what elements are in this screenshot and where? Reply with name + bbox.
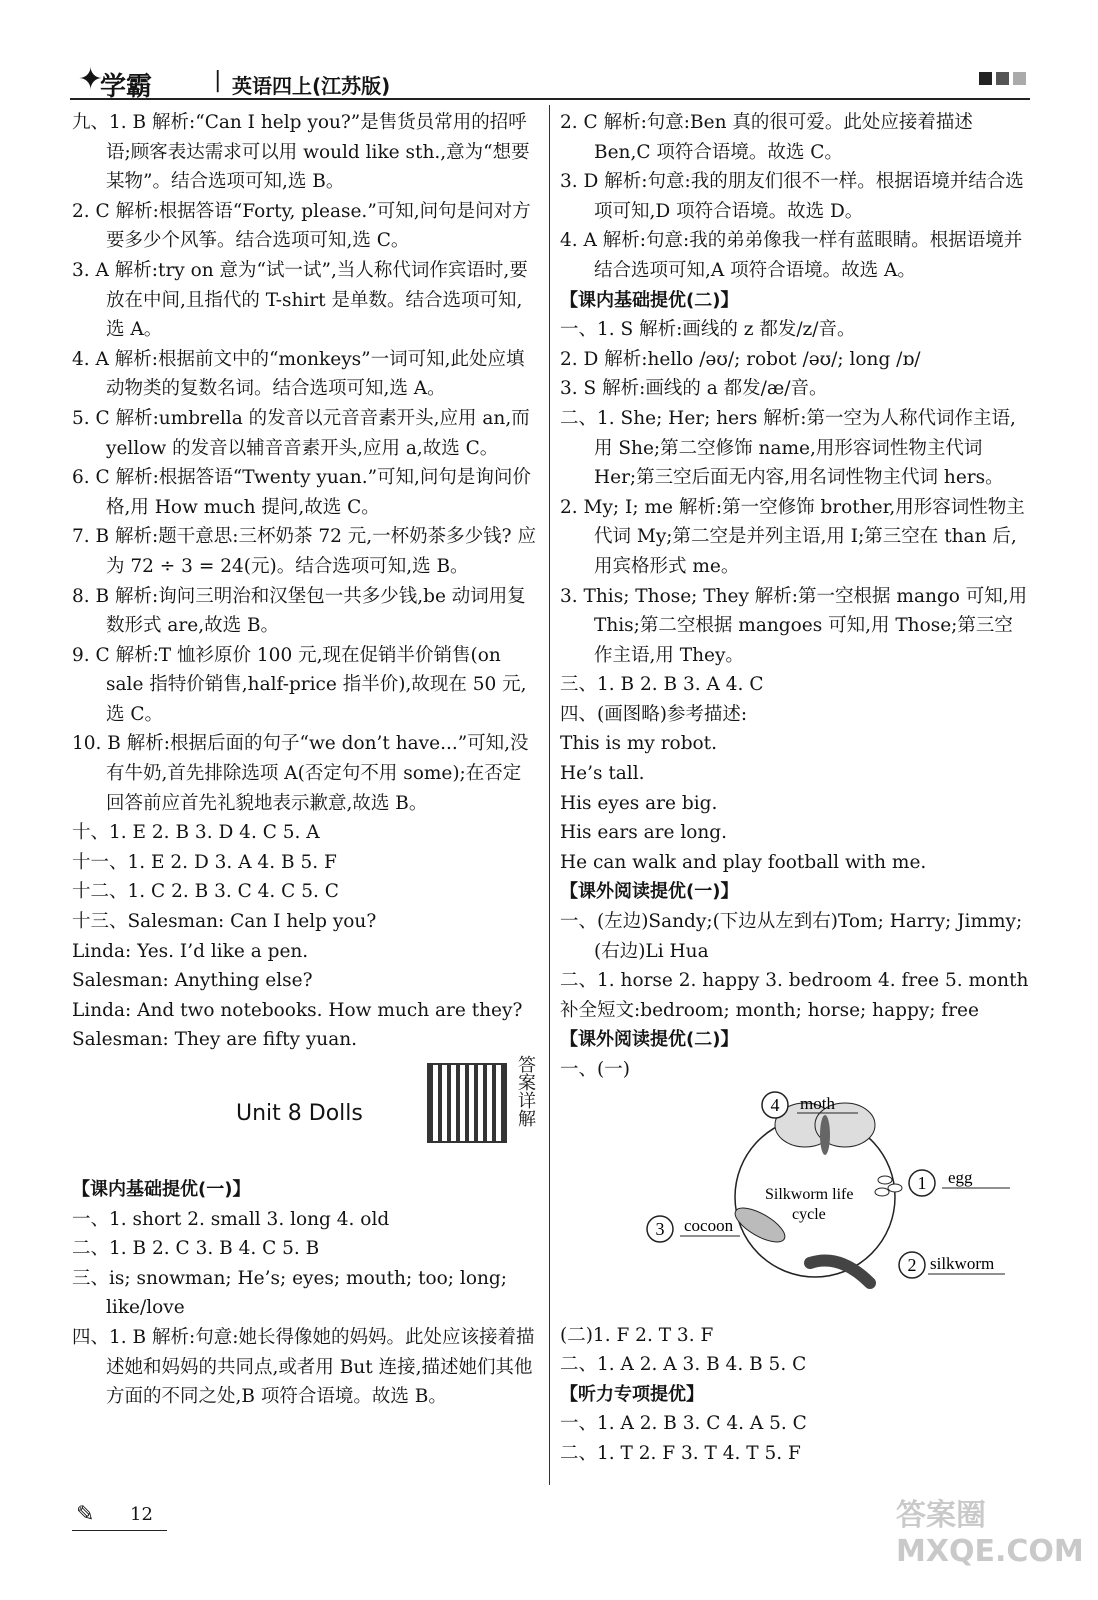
answer-line: 一、(一) (560, 1059, 630, 1080)
answer-line: 三、1. B 2. B 3. A 4. C (560, 674, 764, 696)
section-heading: 【听力专项提优】 (560, 1383, 704, 1405)
answer-line: 二、1. A 2. A 3. B 4. B 5. C (560, 1354, 807, 1376)
stage-cocoon-number: 3 (655, 1218, 665, 1239)
answer-line: 补全短文:bedroom; month; horse; happy; free (560, 999, 979, 1021)
answer-line: 2. My; I; me 解析:第一空修饰 brother,用形容词性物主代词 My;第二空是并列主语,用 I;第三空在 than 后,用宾格形式 me。 (560, 496, 1025, 577)
silkworm-icon (810, 1260, 870, 1283)
answer-line: 3. This; Those; They 解析:第一空根据 mango 可知,用 This;第二空根据 mangoes 可知,用 Those;第三空作主语,用 They。 (560, 585, 1028, 666)
answer-line: 四、1. B 解析:句意:她长得像她的妈妈。此处应该接着描述她和妈妈的共同点,或者用 But 连接,描述她们其他方面的不同之处,B 项符合语境。故选 B。 (72, 1326, 535, 1408)
diagram-center-label-2: cycle (792, 1205, 826, 1223)
answer-line: 一、1. A 2. B 3. C 4. A 5. C (560, 1413, 807, 1435)
answer-line: 十三、Salesman: Can I help you? (72, 911, 377, 933)
watermark: 答案圈 MXQE.COM (896, 1498, 1084, 1569)
answer-line: 一、1. short 2. small 3. long 4. old (72, 1208, 390, 1230)
section-heading: 【课外阅读提优(二)】 (560, 1029, 739, 1051)
answer-line: Salesman: They are fifty yuan. (72, 1029, 358, 1051)
answer-line: He’s tall. (560, 763, 645, 785)
answer-line: 二、1. B 2. C 3. B 4. C 5. B (72, 1238, 320, 1260)
stage-moth-number: 4 (770, 1094, 780, 1115)
silkworm-life-cycle-diagram (560, 1085, 1030, 1321)
answer-line: 2. C 解析:句意:Ben 真的很可爱。此处应接着描述 Ben,C 项符合语境。故选 C。 (560, 112, 973, 163)
answer-line: 4. A 解析:根据前文中的“monkeys”一词可知,此处应填动物类的复数名词。结合选项可知,选 A。 (72, 348, 525, 400)
answer-line: 2. D 解析:hello /əʊ/; robot /əʊ/; long /ɒ/ (560, 348, 921, 370)
answer-line: 4. A 解析:句意:我的弟弟像我一样有蓝眼睛。根据语境并结合选项可知,A 项符合语境。故选 A。 (560, 230, 1023, 281)
answer-line: 6. C 解析:根据答语“Twenty yuan.”可知,问句是询问价格,用 How much 提问,故选 C。 (72, 467, 531, 518)
answer-line: 二、1. She; Her; hers 解析:第一空为人称代词作主语,用 She;第二空修饰 name,用形容词性物主代词 Her;第三空后面无内容,用名词性物主代词 hers。 (560, 407, 1016, 489)
book-title: 英语四上(江苏版) (232, 74, 391, 98)
stage-egg-number: 1 (917, 1172, 927, 1193)
answer-line: 三、is; snowman; He’s; eyes; mouth; too; long; like/love (72, 1267, 507, 1319)
stage-egg-label: egg (948, 1167, 973, 1187)
page-header (70, 62, 1030, 100)
answer-line: 3. S 解析:画线的 a 都发/æ/音。 (560, 378, 828, 400)
answer-line: 二、1. horse 2. happy 3. bedroom 4. free 5. month (560, 970, 1029, 992)
section-heading: 【课内基础提优(一)】 (72, 1179, 251, 1200)
answer-line: 5. C 解析:umbrella 的发音以元音音素开头,应用 an,而 yellow 的发音以辅音音素开头,应用 a,故选 C。 (72, 407, 530, 459)
header-decoration (979, 72, 1026, 85)
stage-moth-label: moth (800, 1093, 835, 1113)
answer-line: 9. C 解析:T 恤衫原价 100 元,现在促销半价销售(on sale 指特价销售,half-price 指半价),故现在 50 元,选 C。 (72, 644, 527, 725)
qr-code-icon[interactable] (427, 1063, 507, 1143)
answer-line: 7. B 解析:题干意思:三杯奶茶 72 元,一杯奶茶多少钱? 应为 72 ÷ 3 = 24(元)。结合选项可知,选 B。 (72, 526, 536, 577)
answer-line: Salesman: Anything else? (72, 970, 313, 992)
answer-line: He can walk and play football with me. (560, 851, 927, 873)
answer-line: 二、1. T 2. F 3. T 4. T 5. F (560, 1442, 801, 1464)
answer-line: (二)1. F 2. T 3. F (560, 1324, 714, 1346)
section-heading: 【课外阅读提优(一)】 (560, 881, 739, 903)
answer-line: 3. A 解析:try on 意为“试一试”,当人称代词作宾语时,要放在中间,且指代的 T-shirt 是单数。结合选项可知,选 A。 (72, 259, 528, 341)
logo-icon: ✦ (78, 62, 104, 97)
answer-line: His eyes are big. (560, 792, 718, 814)
page-footer (72, 1500, 167, 1531)
qr-label: 答案详解 (515, 1055, 536, 1127)
cocoon-icon (730, 1201, 789, 1248)
stage-silkworm-number: 2 (907, 1254, 917, 1275)
stage-cocoon-label: cocoon (684, 1215, 734, 1235)
answer-line: This is my robot. (560, 733, 717, 755)
right-column (560, 108, 1030, 1469)
unit-heading (72, 1055, 538, 1175)
answer-line: 10. B 解析:根据后面的句子“we don’t have...”可知,没有牛奶,首先排除选项 A(否定句不用 some);在否定回答前应首先礼貌地表示歉意,故选 B。 (72, 733, 529, 814)
section-heading: 【课内基础提优(二)】 (560, 289, 739, 311)
column-divider (549, 105, 550, 1485)
answer-line: His ears are long. (560, 822, 728, 844)
page-number: 12 (130, 1504, 153, 1525)
answer-line: Linda: And two notebooks. How much are they? (72, 999, 523, 1021)
answer-line: 十、1. E 2. B 3. D 4. C 5. A (72, 822, 320, 844)
answer-line: 九、1. B 解析:“Can I help you?”是售货员常用的招呼语;顾客表达需求可以用 would like sth.,意为“想要某物”。结合选项可知,选 B。 (72, 112, 530, 193)
answer-line: 2. C 解析:根据答语“Forty, please.”可知,问句是问对方要多少个风筝。结合选项可知,选 C。 (72, 200, 531, 252)
diagram-center-label-1: Silkworm life (765, 1185, 854, 1203)
answer-line: 一、(左边)Sandy;(下边从左到右)Tom; Harry; Jimmy;(右边)Li Hua (560, 911, 1023, 962)
answer-line: Linda: Yes. I’d like a pen. (72, 940, 309, 962)
answer-line: 一、1. S 解析:画线的 z 都发/z/音。 (560, 319, 856, 341)
left-column (72, 108, 538, 1412)
answer-line: 十二、1. C 2. B 3. C 4. C 5. C (72, 881, 339, 903)
pencil-icon: ✎ (76, 1502, 95, 1527)
brand-name: 学霸 (100, 72, 153, 102)
answer-line: 3. D 解析:句意:我的朋友们很不一样。根据语境并结合选项可知,D 项符合语境。故选 D。 (560, 171, 1024, 222)
unit-title: Unit 8 Dolls (236, 1101, 363, 1126)
egg-icon (875, 1176, 902, 1196)
header-separator: | (214, 68, 222, 93)
answer-line: 8. B 解析:询问三明治和汉堡包一共多少钱,be 动词用复数形式 are,故选 B。 (72, 585, 526, 637)
stage-silkworm-label: silkworm (930, 1253, 995, 1273)
answer-line: 十一、1. E 2. D 3. A 4. B 5. F (72, 851, 337, 873)
answer-line: 四、(画图略)参考描述: (560, 703, 748, 725)
life-cycle-svg (560, 1085, 1030, 1321)
